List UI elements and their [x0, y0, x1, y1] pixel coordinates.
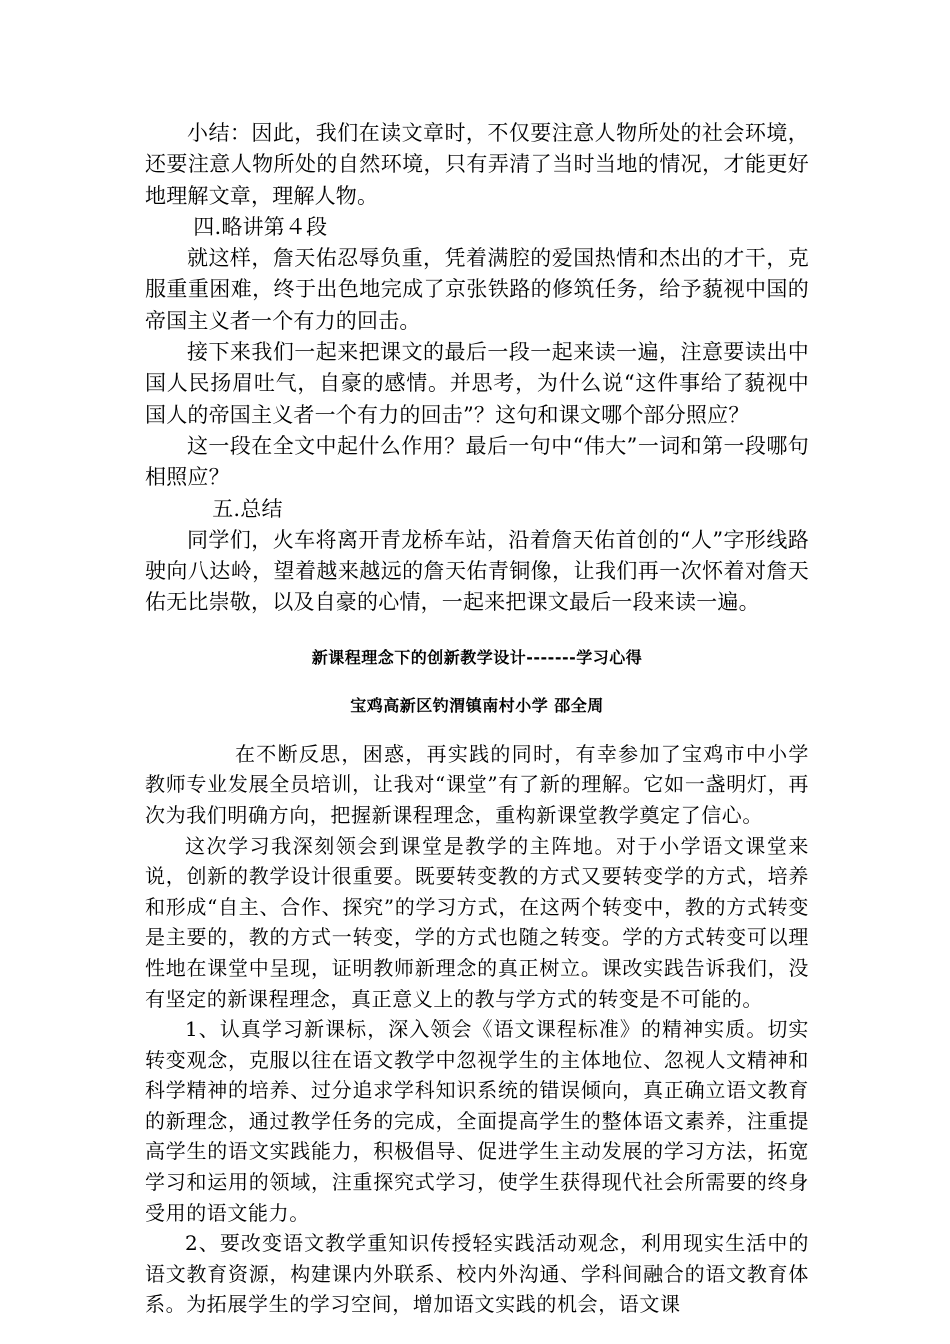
- section-heading-4: 四.略讲第４段: [193, 214, 328, 239]
- article-author: 宝鸡高新区钓渭镇南村小学 邵全周: [350, 695, 604, 715]
- article-paragraph: 在不断反思，困惑，再实践的同时，有幸参加了宝鸡市中小学教师专业发展全员培训，让我对“课堂”有了新的理解。它如一盏明灯，再次为我们明确方向，把握新课程理念，重构新课堂教学奠定了信心。: [145, 741, 809, 827]
- article-paragraph: 2、要改变语文教学重知识传授轻实践活动观念，利用现实生活中的语文教育资源，构建课内外联系、校内外沟通、学科间融合的语文教育体系。为拓展学生的学习空间，增加语文实践的机会，语文课: [145, 1231, 809, 1317]
- paragraph-4b: 接下来我们一起来把课文的最后一段一起来读一遍，注意要读出中国人民扬眉吐气，自豪的感情。并思考，为什么说“这件事给了藐视中国人的帝国主义者一个有力的回击”？这句和课文哪个部分照应？: [145, 340, 809, 427]
- article-paragraph: 这次学习我深刻领会到课堂是教学的主阵地。对于小学语文课堂来说，创新的教学设计很重要。既要转变教的方式又要转变学的方式，培养和形成“自主、合作、探究”的学习方式，在这两个转变中，教的方式转变是主要的，教的方式一转变，学的方式也随之转变。学的方式转变可以理性地在课堂中呈现，证明教师新理念的真正树立。课改实践告诉我们，没有坚定的新课程理念，真正意义上的教与学方式的转变是不可能的。: [145, 833, 809, 1011]
- article-title: 新课程理念下的创新教学设计-------学习心得: [311, 647, 643, 667]
- paragraph-5: 同学们，火车将离开青龙桥车站，沿着詹天佑首创的“人”字形线路驶向八达岭，望着越来越远的詹天佑青铜像，让我们再一次怀着对詹天佑无比崇敬，以及自豪的心情，一起来把课文最后一段来读一遍。: [145, 527, 809, 615]
- summary-paragraph: 小结：因此，我们在读文章时，不仅要注意人物所处的社会环境，还要注意人物所处的自然环境，只有弄清了当时当地的情况，才能更好地理解文章，理解人物。: [145, 121, 809, 208]
- paragraph-4c: 这一段在全文中起什么作用？最后一句中“伟大”一词和第一段哪句相照应？: [145, 433, 809, 490]
- article-paragraph: 1、认真学习新课标，深入领会《语文课程标准》的精神实质。切实转变观念，克服以往在语文教学中忽视学生的主体地位、忽视人文精神和科学精神的培养、过分追求学科知识系统的错误倾向，真正确立语文教育的新理念，通过教学任务的完成，全面提高学生的整体语文素养，注重提高学生的语文实践能力，积极倡导、促进学生主动发展的学习方法，拓宽学习和运用的领域，注重探究式学习，使学生获得现代社会所需要的终身受用的语文能力。: [145, 1017, 809, 1225]
- document-page: [145, 118, 809, 1320]
- section-heading-5: 五.总结: [212, 496, 283, 521]
- paragraph-4a: 就这样，詹天佑忍辱负重，凭着满腔的爱国热情和杰出的才干，克服重重困难，终于出色地完成了京张铁路的修筑任务，给予藐视中国的帝国主义者一个有力的回击。: [145, 246, 809, 333]
